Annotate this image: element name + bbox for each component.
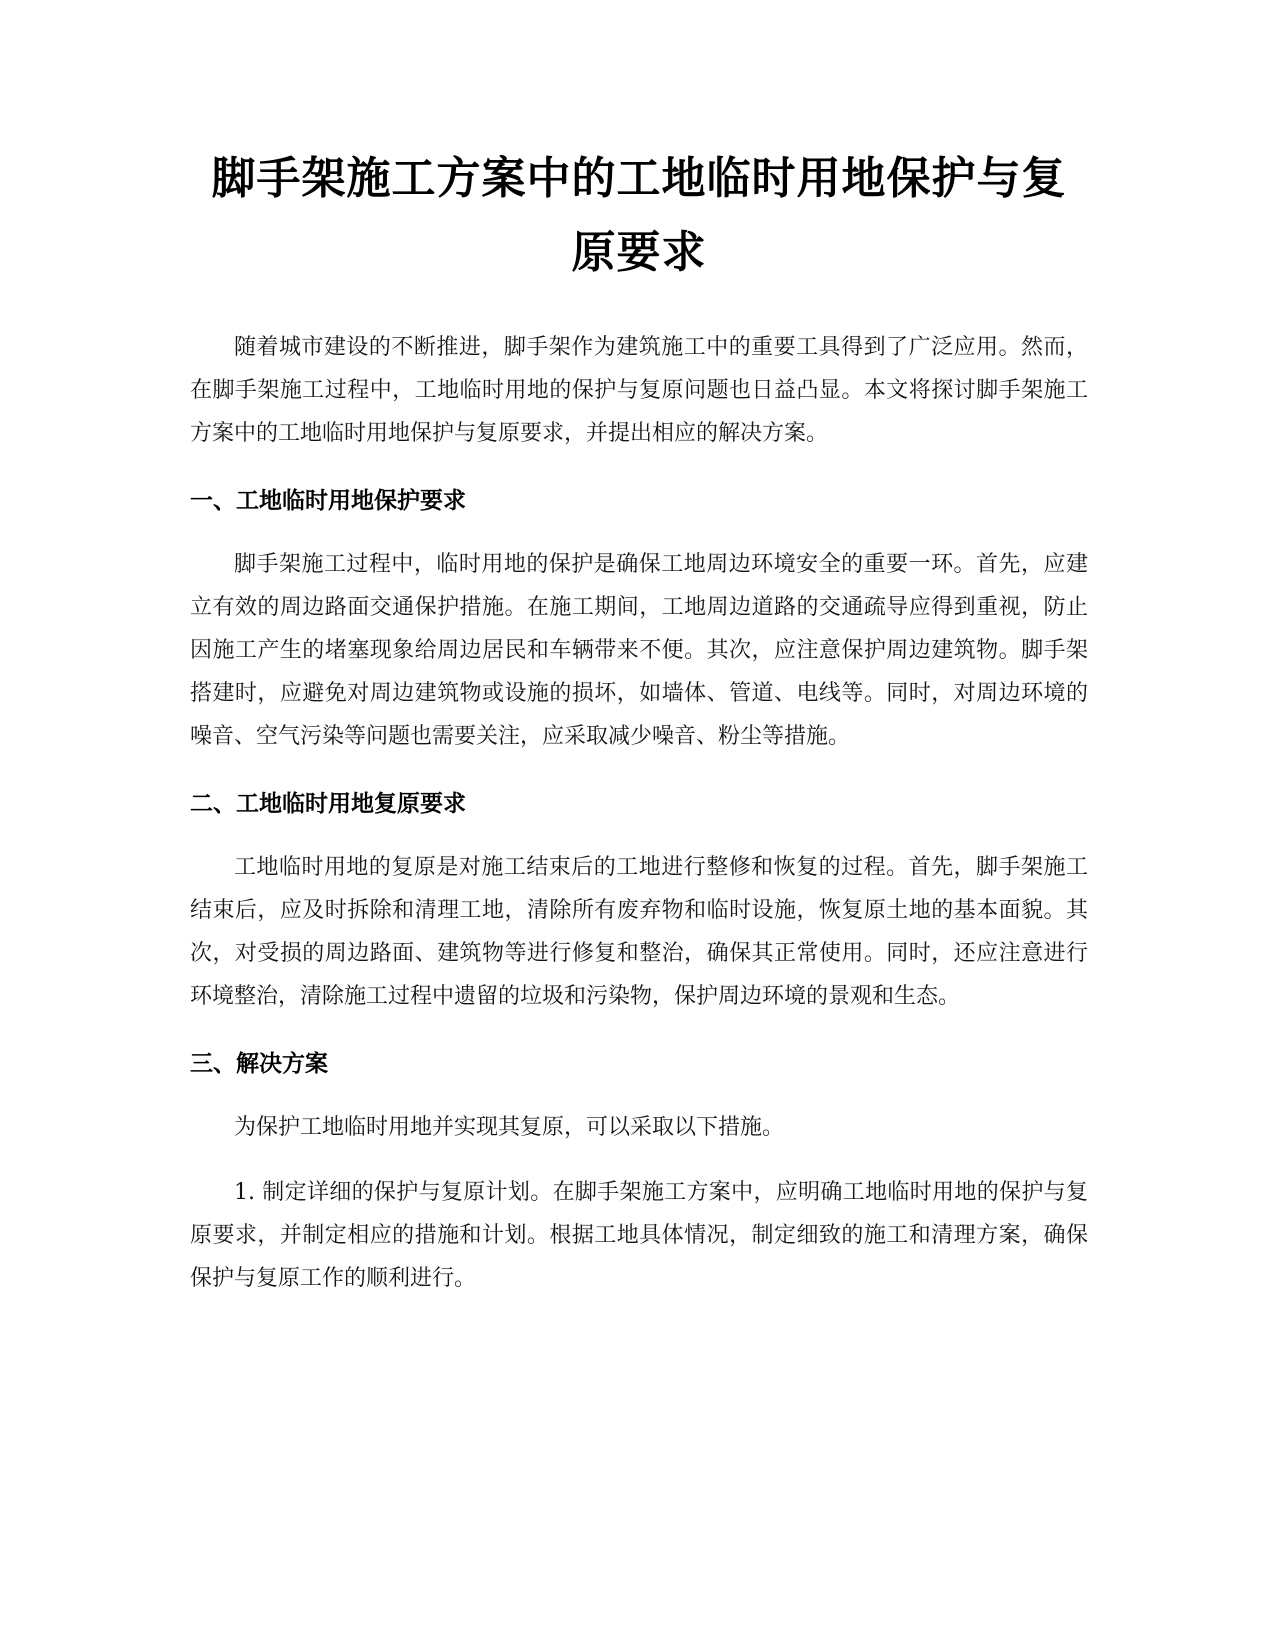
section-heading-protection: 一、工地临时用地保护要求 bbox=[190, 488, 466, 514]
section-protection bbox=[190, 481, 1088, 758]
intro-paragraph: 随着城市建设的不断推进，脚手架作为建筑施工中的重要工具得到了广泛应用。然而，在脚手架施工过程中，工地临时用地的保护与复原问题也日益凸显。本文将探讨脚手架施工方案中的工地临时用地保护与复原要求，并提出相应的解决方案。 bbox=[190, 335, 1088, 446]
section-heading-restoration: 二、工地临时用地复原要求 bbox=[190, 791, 466, 817]
section-paragraph: 脚手架施工过程中，临时用地的保护是确保工地周边环境安全的重要一环。首先，应建立有效的周边路面交通保护措施。在施工期间，工地周边道路的交通疏导应得到重视，防止因施工产生的堵塞现象给周边居民和车辆带来不便。其次，应注意保护周边建筑物。脚手架搭建时，应避免对周边建筑物或设施的损坏，如墙体、管道、电线等。同时，对周边环境的噪音、空气污染等问题也需要关注，应采取减少噪音、粉尘等措施。 bbox=[190, 552, 1088, 749]
section-restoration bbox=[190, 784, 1088, 1018]
section-heading-solutions: 三、解决方案 bbox=[190, 1051, 328, 1077]
section-paragraph: 为保护工地临时用地并实现其复原，可以采取以下措施。 bbox=[234, 1115, 785, 1140]
document-title: 脚手架施工方案中的工地临时用地保护与复原要求 bbox=[211, 153, 1067, 278]
document-body bbox=[190, 142, 1088, 1300]
section-paragraph: 工地临时用地的复原是对施工结束后的工地进行整修和恢复的过程。首先，脚手架施工结束后，应及时拆除和清理工地，清除所有废弃物和临时设施，恢复原土地的基本面貌。其次，对受损的周边路面、建筑物等进行修复和整治，确保其正常使用。同时，还应注意进行环境整治，清除施工过程中遗留的垃圾和污染物，保护周边环境的景观和生态。 bbox=[190, 855, 1088, 1009]
section-solutions bbox=[190, 1044, 1088, 1300]
intro-block bbox=[190, 326, 1088, 455]
numbered-paragraph: 1. 制定详细的保护与复原计划。在脚手架施工方案中，应明确工地临时用地的保护与复原要求，并制定相应的措施和计划。根据工地具体情况，制定细致的施工和清理方案，确保保护与复原工作的顺利进行。 bbox=[190, 1180, 1088, 1291]
